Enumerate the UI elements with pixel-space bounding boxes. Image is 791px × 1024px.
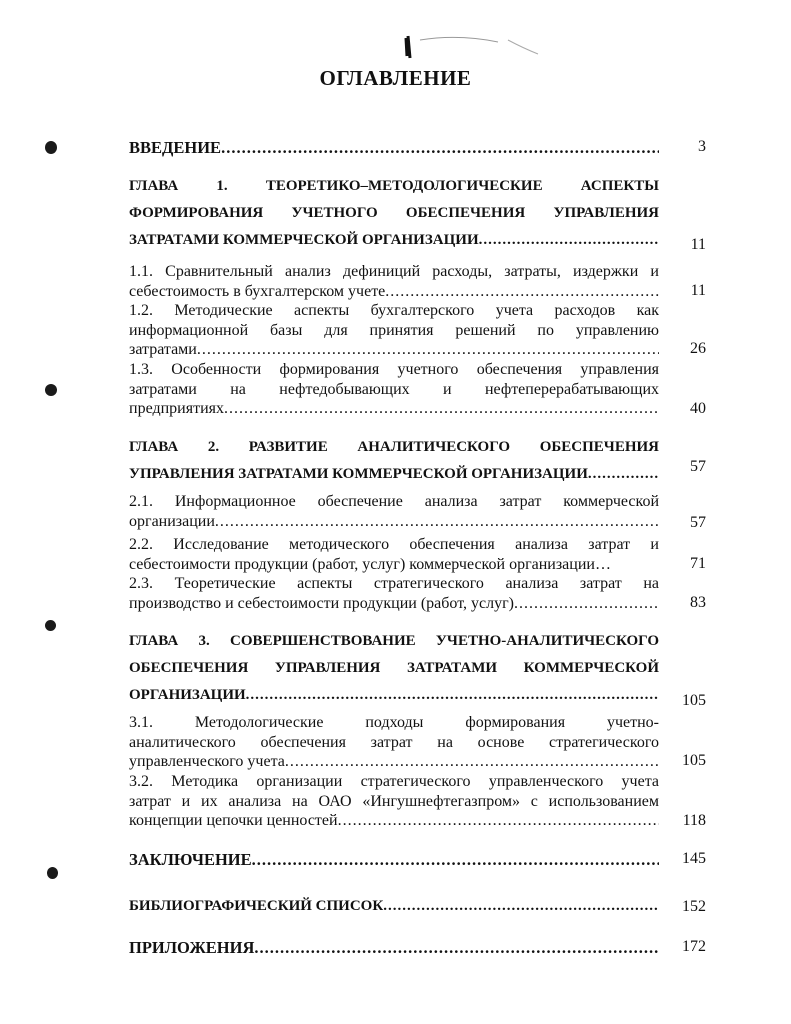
dot-leader (221, 134, 659, 161)
toc-entry-section-1-3[interactable] (129, 360, 659, 419)
section-line: информационной базы для принятия решений по управлению (129, 321, 659, 339)
section-line: производство и себестоимости продукции (работ, услуг) (129, 594, 514, 612)
toc-entry-section-1-2[interactable] (129, 301, 659, 360)
dot-leader (197, 340, 659, 360)
section-line: концепции цепочки ценностей (129, 812, 338, 829)
page-number: 118 (682, 812, 706, 829)
dot-leader (215, 512, 659, 532)
page-number: 145 (682, 850, 706, 867)
toc-entry-title: ЗАКЛЮЧЕНИЕ (129, 850, 252, 869)
punch-hole-mark-1 (45, 141, 57, 154)
page-number: 57 (690, 458, 706, 475)
section-line: затрат и их анализа на ОАО «Ингушнефтегазпром» с использованием (129, 792, 659, 810)
page-number: 105 (682, 752, 706, 769)
section-line: 1.3. Особенности формирования учетного обеспечения управления (129, 361, 659, 378)
page-number: 105 (682, 692, 706, 709)
toc-entry-chapter-3[interactable] (129, 628, 659, 709)
section-line: 2.1. Информационное обеспечение анализа затрат коммерческой (129, 493, 659, 510)
chapter-heading-line: ГЛАВА 3. СОВЕРШЕНСТВОВАНИЕ УЧЕТНО-АНАЛИТИЧЕСКОГО (129, 633, 659, 649)
section-line: организации (129, 512, 215, 530)
punch-hole-mark-2 (45, 384, 57, 396)
dot-leader (246, 682, 659, 709)
section-line: управленческого учета (129, 753, 285, 770)
toc-entry-section-1-1[interactable] (129, 262, 659, 301)
page-number: 83 (690, 594, 706, 611)
dot-leader (385, 282, 659, 302)
page-number: 152 (682, 898, 706, 915)
toc-entry-section-3-2[interactable] (129, 772, 659, 831)
page-number: 57 (690, 514, 706, 531)
section-line: предприятиях (129, 400, 224, 417)
toc-entry-bibliography[interactable] (129, 893, 659, 920)
toc-entry-chapter-1[interactable] (129, 173, 659, 254)
section-line: 2.3. Теоретические аспекты стратегического анализа затрат на (129, 575, 659, 592)
section-line: 1.1. Сравнительный анализ дефиниций расходы, затраты, издержки и (129, 263, 659, 280)
punch-hole-mark-3 (45, 620, 56, 631)
section-line: затратами на нефтедобывающих и нефтеперерабатывающих (129, 380, 659, 398)
chapter-heading-line: ФОРМИРОВАНИЯ УЧЕТНОГО ОБЕСПЕЧЕНИЯ УПРАВЛЕНИЯ (129, 205, 659, 221)
section-line: себестоимости продукции (работ, услуг) коммерческой организации… (129, 555, 611, 573)
section-line: 3.2. Методика организации стратегического управленческого учета (129, 773, 659, 790)
scan-mark-top (398, 30, 548, 70)
toc-entry-intro[interactable] (129, 134, 659, 161)
dot-leader (479, 227, 659, 254)
toc-entry-title: ПРИЛОЖЕНИЯ (129, 938, 255, 957)
toc-entry-section-2-3[interactable] (129, 574, 659, 613)
dot-leader (252, 846, 659, 873)
toc-entry-appendices[interactable] (129, 934, 659, 961)
toc-entry-title: ВВЕДЕНИЕ (129, 138, 222, 157)
section-line: 1.2. Методические аспекты бухгалтерского учета расходов как (129, 302, 659, 319)
page-number: 3 (698, 138, 706, 155)
page-number: 11 (690, 282, 706, 299)
dot-leader (254, 934, 659, 961)
toc-entry-section-2-1[interactable] (129, 492, 659, 531)
toc-title: ОГЛАВЛЕНИЕ (319, 66, 472, 90)
toc-entry-section-3-1[interactable] (129, 713, 659, 772)
section-line: аналитического обеспечения затрат на основе стратегического (129, 733, 659, 751)
dot-leader (514, 594, 659, 614)
dot-leader (338, 811, 659, 831)
section-line: себестоимость в бухгалтерском учете (129, 282, 386, 300)
dot-leader (588, 461, 659, 488)
chapter-heading-line: ОБЕСПЕЧЕНИЯ УПРАВЛЕНИЯ ЗАТРАТАМИ КОММЕРЧЕСКОЙ (129, 660, 659, 676)
chapter-heading-line: ГЛАВА 1. ТЕОРЕТИКО–МЕТОДОЛОГИЧЕСКИЕ АСПЕКТЫ (129, 178, 659, 194)
section-line: затратами (129, 341, 197, 358)
page-number: 71 (690, 555, 706, 572)
dot-leader (383, 893, 659, 920)
toc-entry-chapter-2[interactable] (129, 434, 659, 488)
toc-entry-title: БИБЛИОГРАФИЧЕСКИЙ СПИСОК (129, 898, 384, 914)
page-number: 40 (690, 400, 706, 417)
chapter-heading-line: ГЛАВА 2. РАЗВИТИЕ АНАЛИТИЧЕСКОГО ОБЕСПЕЧЕНИЯ (129, 439, 659, 455)
page-number: 11 (690, 236, 706, 253)
dot-leader (285, 752, 659, 772)
chapter-heading-line: УПРАВЛЕНИЯ ЗАТРАТАМИ КОММЕРЧЕСКОЙ ОРГАНИЗАЦИИ (129, 466, 588, 482)
chapter-heading-line: ЗАТРАТАМИ КОММЕРЧЕСКОЙ ОРГАНИЗАЦИИ (129, 232, 479, 248)
chapter-heading-line: ОРГАНИЗАЦИИ (129, 687, 246, 703)
section-line: 3.1. Методологические подходы формирования учетно- (129, 714, 659, 731)
page-number: 172 (682, 938, 706, 955)
toc-entry-section-2-2[interactable] (129, 535, 659, 574)
toc-entry-conclusion[interactable] (129, 846, 659, 873)
page-number: 26 (690, 340, 706, 357)
section-line: 2.2. Исследование методического обеспечения анализа затрат и (129, 536, 659, 553)
punch-hole-mark-4 (47, 867, 58, 879)
dot-leader (224, 399, 659, 419)
